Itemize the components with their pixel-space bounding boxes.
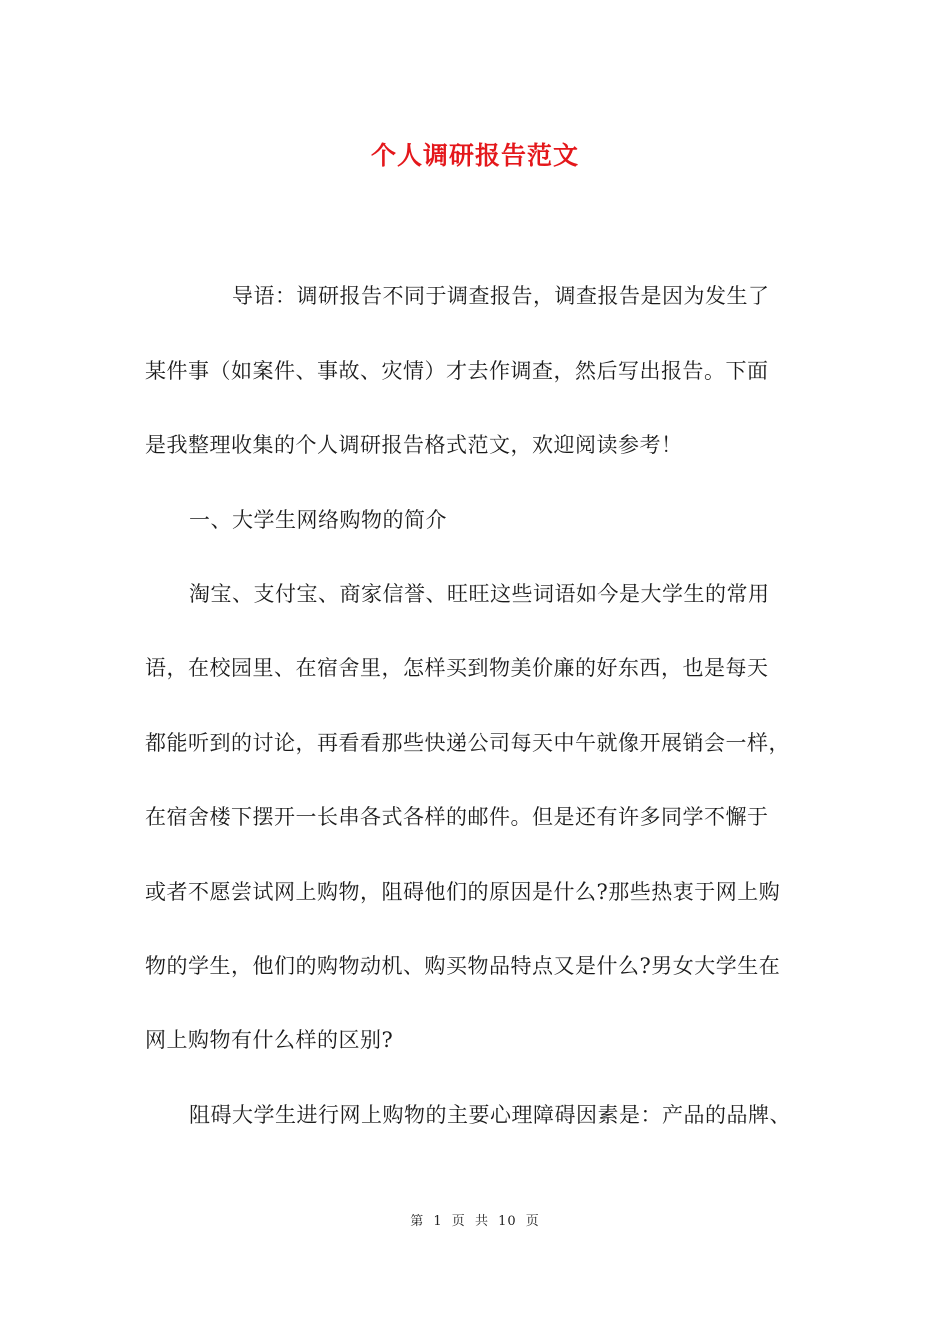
paragraph-line: 物的学生，他们的购物动机、购买物品特点又是什么?男女大学生在 bbox=[145, 954, 781, 978]
footer-gong: 共 bbox=[474, 1214, 489, 1229]
section-heading: 一、大学生网络购物的简介 bbox=[189, 508, 447, 532]
document-title: 个人调研报告范文 bbox=[370, 141, 579, 170]
footer-di: 第 bbox=[410, 1214, 425, 1229]
intro-line-1: 导语：调研报告不同于调查报告，调查报告是因为发生了 bbox=[232, 284, 770, 308]
footer-ye: 页 bbox=[525, 1214, 540, 1229]
paragraph-line: 阻碍大学生进行网上购物的主要心理障碍因素是：产品的品牌、 bbox=[189, 1103, 791, 1127]
page-footer bbox=[0, 1210, 950, 1229]
paragraph-line: 都能听到的讨论，再看看那些快递公司每天中午就像开展销会一样， bbox=[145, 731, 790, 755]
paragraph-line: 在宿舍楼下摆开一长串各式各样的邮件。但是还有许多同学不懈于 bbox=[145, 805, 769, 829]
paragraph-line: 或者不愿尝试网上购物，阻碍他们的原因是什么?那些热衷于网上购 bbox=[145, 880, 781, 904]
footer-ye: 页 bbox=[451, 1214, 466, 1229]
paragraph-line: 淘宝、支付宝、商家信誉、旺旺这些词语如今是大学生的常用 bbox=[189, 582, 770, 606]
footer-page-number: 1 bbox=[433, 1214, 443, 1229]
paragraph-line: 语，在校园里、在宿舍里，怎样买到物美价廉的好东西，也是每天 bbox=[145, 656, 769, 680]
paragraph-line: 网上购物有什么样的区别? bbox=[145, 1028, 394, 1052]
intro-line-3: 是我整理收集的个人调研报告格式范文，欢迎阅读参考！ bbox=[145, 433, 683, 457]
intro-line-2: 某件事（如案件、事故、灾情）才去作调查，然后写出报告。下面 bbox=[145, 359, 769, 383]
footer-total-pages: 10 bbox=[498, 1214, 517, 1229]
